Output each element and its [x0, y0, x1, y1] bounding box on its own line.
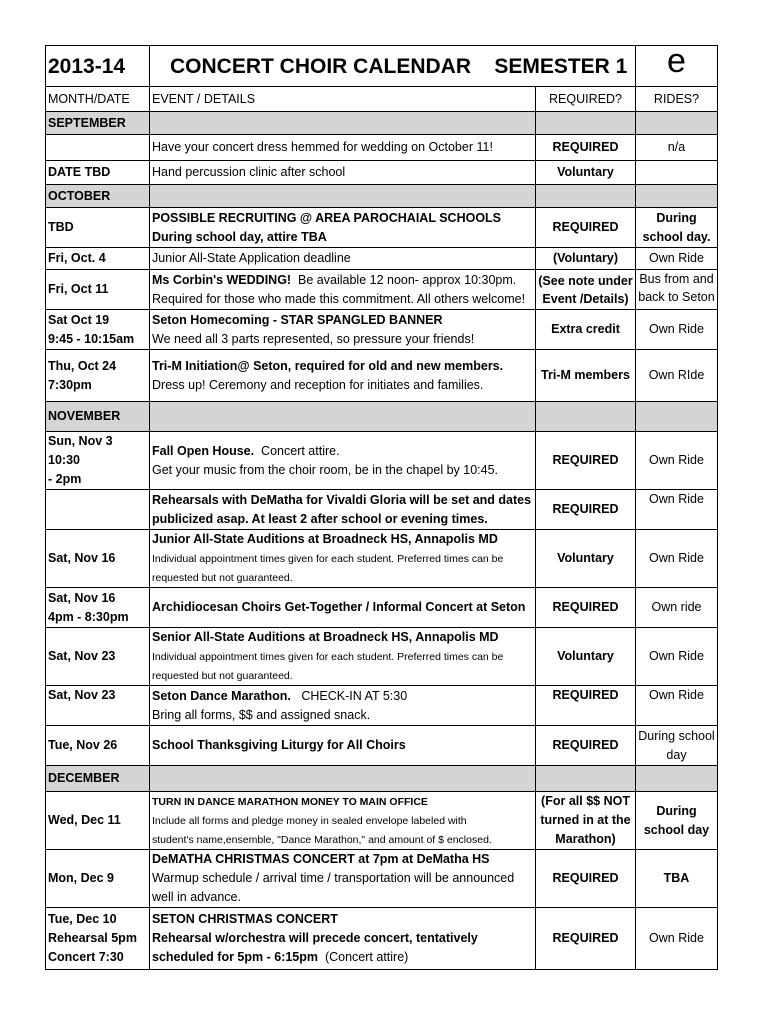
event-cell: Have your concert dress hemmed for wedding on October 11!	[150, 135, 536, 161]
event-cell: School Thanksgiving Liturgy for All Choirs	[150, 726, 536, 766]
required-cell: Voluntary	[536, 161, 636, 185]
event-cell: Junior All-State Application deadline	[150, 248, 536, 270]
required-cell: Voluntary	[536, 530, 636, 588]
date-cell: Sat, Nov 23	[46, 628, 150, 686]
required-cell: REQUIRED	[536, 908, 636, 970]
col-event-header: EVENT / DETAILS	[150, 87, 536, 112]
date-cell: Fri, Oct 11	[46, 270, 150, 310]
required-cell: Extra credit	[536, 310, 636, 350]
date-cell: Mon, Dec 9	[46, 850, 150, 908]
school-year: 2013-14	[46, 46, 150, 87]
required-cell: REQUIRED	[536, 850, 636, 908]
event-cell: Hand percussion clinic after school	[150, 161, 536, 185]
school-logo: e	[636, 46, 718, 87]
col-rides-header: RIDES?	[636, 87, 718, 112]
col-required-header: REQUIRED?	[536, 87, 636, 112]
rides-cell: Own Ride	[636, 530, 718, 588]
date-cell: Tue, Nov 26	[46, 726, 150, 766]
section-label: OCTOBER	[46, 185, 150, 208]
required-cell: REQUIRED	[536, 208, 636, 248]
event-cell: Seton Dance Marathon. CHECK-IN AT 5:30 Bring all forms, $$ and assigned snack.	[150, 686, 536, 726]
rides-cell: Own Ride	[636, 628, 718, 686]
date-cell: Tue, Dec 10 Rehearsal 5pm Concert 7:30	[46, 908, 150, 970]
date-cell: Wed, Dec 11	[46, 792, 150, 850]
title-row	[46, 46, 718, 87]
section-september	[46, 112, 718, 135]
section-label: SEPTEMBER	[46, 112, 150, 135]
required-cell: Tri-M members	[536, 350, 636, 402]
date-cell: Fri, Oct. 4	[46, 248, 150, 270]
event-cell: Senior All-State Auditions at Broadneck HS, Annapolis MD Individual appointment times given for each student. Preferred times can be requested but not guaranteed.	[150, 628, 536, 686]
table-row	[46, 310, 718, 350]
rides-cell: Own Ride	[636, 686, 718, 726]
rides-cell: Own Ride	[636, 310, 718, 350]
calendar-title: CONCERT CHOIR CALENDAR SEMESTER 1	[150, 46, 636, 87]
event-cell: SETON CHRISTMAS CONCERT Rehearsal w/orchestra will precede concert, tentatively scheduled for 5pm - 6:15pm (Concert attire)	[150, 908, 536, 970]
date-cell	[46, 135, 150, 161]
event-cell: Rehearsals with DeMatha for Vivaldi Gloria will be set and dates publicized asap. At least 2 after school or evening times.	[150, 490, 536, 530]
section-label: DECEMBER	[46, 766, 150, 792]
required-cell: REQUIRED	[536, 726, 636, 766]
event-cell: Tri-M Initiation@ Seton, required for old and new members. Dress up! Ceremony and reception for initiates and families.	[150, 350, 536, 402]
rides-cell: During school day	[636, 726, 718, 766]
event-cell: Ms Corbin's WEDDING! Be available 12 noon- approx 10:30pm. Required for those who made this commitment. All others welcome!	[150, 270, 536, 310]
table-row	[46, 161, 718, 185]
table-row	[46, 490, 718, 530]
required-cell: (See note under Event /Details)	[536, 270, 636, 310]
date-cell: Sat, Nov 16 4pm - 8:30pm	[46, 588, 150, 628]
date-cell: Sat, Nov 16	[46, 530, 150, 588]
required-cell: REQUIRED	[536, 490, 636, 530]
date-cell: TBD	[46, 208, 150, 248]
table-row	[46, 248, 718, 270]
rides-cell: Bus from and back to Seton	[636, 270, 718, 310]
calendar-sheet	[45, 45, 717, 970]
calendar-table	[45, 45, 718, 970]
required-cell: Voluntary	[536, 628, 636, 686]
rides-cell: Own Ride	[636, 432, 718, 490]
rides-cell: During school day	[636, 792, 718, 850]
date-cell: Sat, Nov 23	[46, 686, 150, 726]
table-row	[46, 686, 718, 726]
required-cell: REQUIRED	[536, 588, 636, 628]
required-cell: (Voluntary)	[536, 248, 636, 270]
rides-cell: Own Ride	[636, 908, 718, 970]
rides-cell	[636, 161, 718, 185]
required-cell: (For all $$ NOT turned in at the Marathon)	[536, 792, 636, 850]
rides-cell: Own ride	[636, 588, 718, 628]
section-november	[46, 402, 718, 432]
table-row	[46, 530, 718, 588]
event-cell: Seton Homecoming - STAR SPANGLED BANNER We need all 3 parts represented, so pressure your friends!	[150, 310, 536, 350]
date-cell: Thu, Oct 24 7:30pm	[46, 350, 150, 402]
rides-cell: Own RIde	[636, 350, 718, 402]
event-cell: Junior All-State Auditions at Broadneck HS, Annapolis MD Individual appointment times given for each student. Preferred times can be requested but not guaranteed.	[150, 530, 536, 588]
table-row	[46, 588, 718, 628]
date-cell: Sun, Nov 3 10:30 - 2pm	[46, 432, 150, 490]
event-cell: Fall Open House. Concert attire. Get your music from the choir room, be in the chapel by 10:45.	[150, 432, 536, 490]
table-row	[46, 135, 718, 161]
rides-cell: Own Ride	[636, 248, 718, 270]
table-row	[46, 350, 718, 402]
col-month-header: MONTH/DATE	[46, 87, 150, 112]
column-header-row	[46, 87, 718, 112]
table-row	[46, 726, 718, 766]
required-cell: REQUIRED	[536, 135, 636, 161]
date-cell	[46, 490, 150, 530]
event-cell: TURN IN DANCE MARATHON MONEY TO MAIN OFFICE Include all forms and pledge money in sealed envelope labeled with student's name,ensemble, "Dance Marathon," and amount of $ enclosed.	[150, 792, 536, 850]
table-row	[46, 908, 718, 970]
rides-cell: During school day.	[636, 208, 718, 248]
section-october	[46, 185, 718, 208]
table-row	[46, 628, 718, 686]
required-cell: REQUIRED	[536, 686, 636, 726]
section-december	[46, 766, 718, 792]
rides-cell: TBA	[636, 850, 718, 908]
rides-cell: n/a	[636, 135, 718, 161]
rides-cell: Own Ride	[636, 490, 718, 530]
date-cell: DATE TBD	[46, 161, 150, 185]
table-row	[46, 208, 718, 248]
event-cell: DeMATHA CHRISTMAS CONCERT at 7pm at DeMatha HS Warmup schedule / arrival time / transportation will be announced well in advance.	[150, 850, 536, 908]
event-cell: Archidiocesan Choirs Get-Together / Informal Concert at Seton	[150, 588, 536, 628]
table-row	[46, 792, 718, 850]
section-label: NOVEMBER	[46, 402, 150, 432]
required-cell: REQUIRED	[536, 432, 636, 490]
event-cell: POSSIBLE RECRUITING @ AREA PAROCHAIAL SCHOOLS During school day, attire TBA	[150, 208, 536, 248]
table-row	[46, 432, 718, 490]
table-row	[46, 850, 718, 908]
date-cell: Sat Oct 19 9:45 - 10:15am	[46, 310, 150, 350]
table-row	[46, 270, 718, 310]
